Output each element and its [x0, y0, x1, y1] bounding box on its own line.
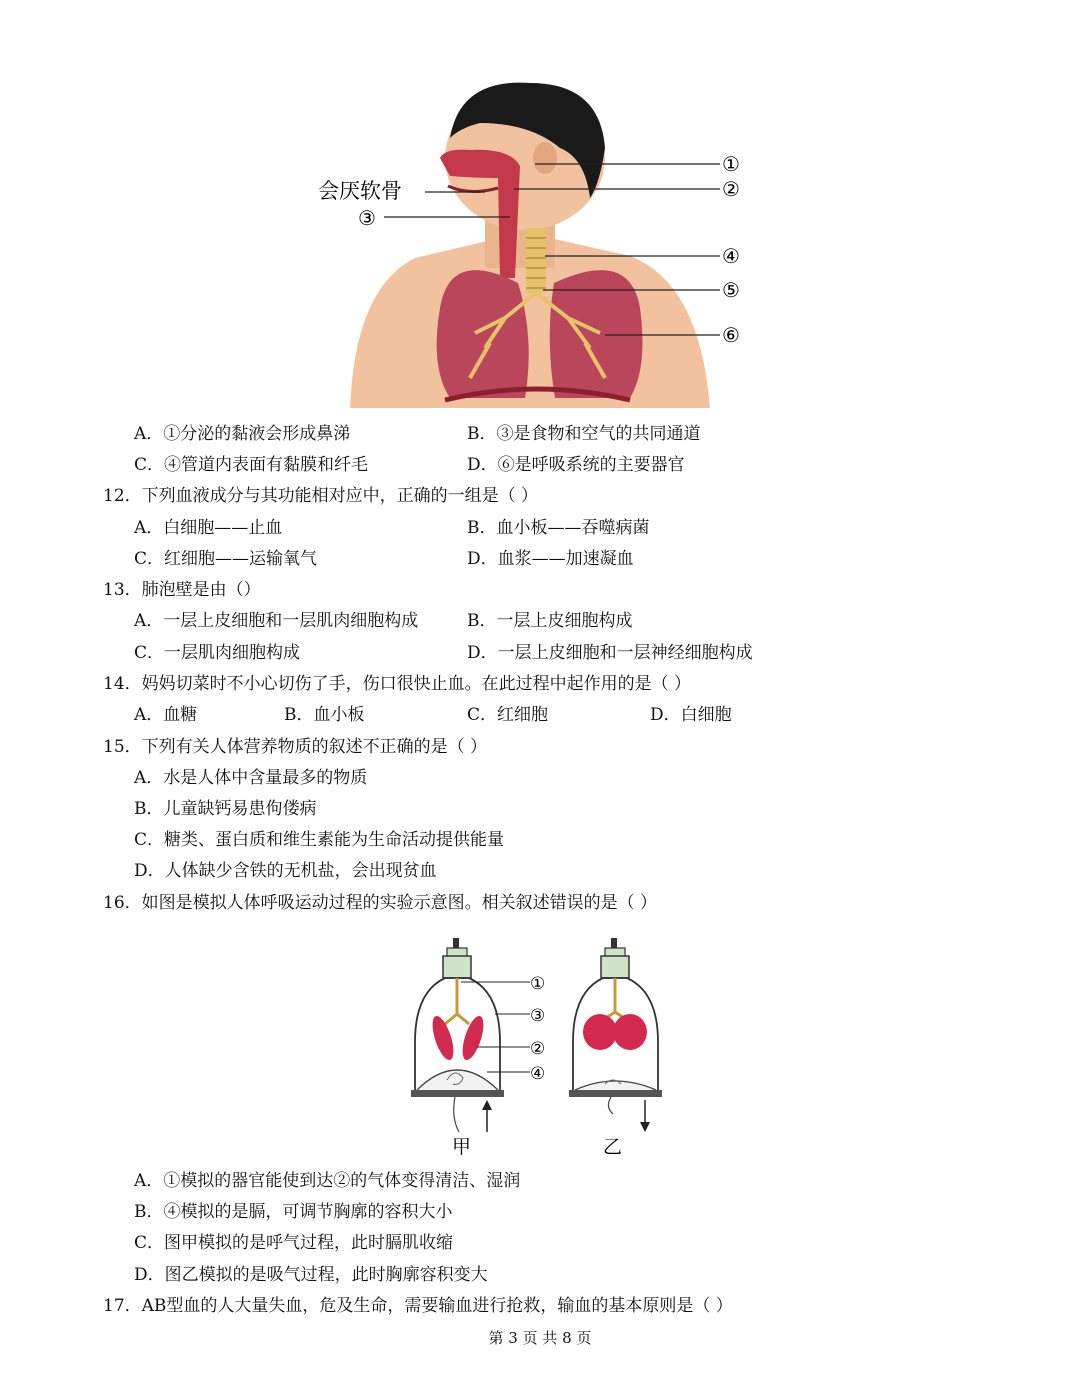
q14-option-a: A．血糖 [134, 705, 198, 725]
q12-option-c: C．红细胞——运输氧气 [134, 549, 318, 569]
q13-stem: 13．肺泡壁是由（） [103, 580, 261, 600]
q15-option-c: C．糖类、蛋白质和维生素能为生命活动提供能量 [134, 830, 505, 850]
q16-option-d: D．图乙模拟的是吸气过程，此时胸廓容积变大 [134, 1265, 488, 1285]
q15-stem: 15．下列有关人体营养物质的叙述不正确的是（ ） [103, 737, 488, 757]
bell-jar-jia [411, 938, 504, 1132]
q12-option-d: D．血浆——加速凝血 [467, 549, 634, 569]
q14-stem: 14．妈妈切菜时不小心切伤了手，伤口很快止血。在此过程中起作用的是（ ） [103, 674, 692, 694]
label-jia: 甲 [452, 1136, 472, 1158]
epiglottis-label: 会厌软骨 [318, 179, 402, 203]
marker-2: ② [722, 177, 740, 201]
q16-option-c: C．图甲模拟的是呼气过程，此时膈肌收缩 [134, 1233, 454, 1253]
q12-option-a: A．白细胞——止血 [134, 518, 283, 538]
marker-5: ⑤ [722, 278, 740, 302]
q16-stem: 16．如图是模拟人体呼吸运动过程的实验示意图。相关叙述错误的是（ ） [103, 893, 658, 913]
q15-option-d: D．人体缺少含铁的无机盐，会出现贫血 [134, 861, 437, 881]
q11-option-c: C．④管道内表面有黏膜和纤毛 [134, 455, 369, 475]
q16-option-b: B．④模拟的是膈，可调节胸廓的容积大小 [134, 1202, 453, 1222]
marker-1: ① [722, 152, 740, 176]
q14-option-c: C．红细胞 [467, 705, 549, 725]
q13-option-d: D．一层上皮细胞和一层神经细胞构成 [467, 643, 753, 663]
bell-jar-figure [405, 932, 680, 1164]
q15-option-a: A．水是人体中含量最多的物质 [134, 768, 368, 788]
q17-stem: 17．AB型血的人大量失血，危及生命，需要输血进行抢救，输血的基本原则是（ ） [103, 1296, 733, 1316]
q12-option-b: B．血小板——吞噬病菌 [467, 518, 650, 538]
label-yi: 乙 [603, 1136, 623, 1158]
q13-option-a: A．一层上皮细胞和一层肌肉细胞构成 [134, 611, 419, 631]
q11-option-a: A．①分泌的黏液会形成鼻涕 [134, 424, 351, 444]
q14-option-d: D．白细胞 [650, 705, 732, 725]
marker-6: ⑥ [722, 323, 740, 347]
marker-3: ③ [358, 206, 376, 230]
q16-option-a: A．①模拟的器官能使到达②的气体变得清洁、湿润 [134, 1171, 521, 1191]
marker-4: ④ [722, 244, 740, 268]
respiratory-system-figure [300, 78, 770, 413]
q11-option-d: D．⑥是呼吸系统的主要器官 [467, 455, 685, 475]
q13-option-b: B．一层上皮细胞构成 [467, 611, 633, 631]
bell-marker-3: ③ [530, 1006, 546, 1026]
bell-marker-4: ④ [530, 1064, 546, 1084]
q12-stem: 12．下列血液成分与其功能相对应中，正确的一组是（ ） [103, 486, 539, 506]
bell-jar-yi [569, 938, 662, 1132]
bell-marker-1: ① [530, 974, 546, 994]
q15-option-b: B．儿童缺钙易患佝偻病 [134, 799, 317, 819]
q14-option-b: B．血小板 [284, 705, 365, 725]
bell-marker-2: ② [530, 1039, 546, 1059]
q13-option-c: C．一层肌肉细胞构成 [134, 643, 301, 663]
q11-option-b: B．③是食物和空气的共同通道 [467, 424, 701, 444]
page-footer: 第 3 页 共 8 页 [488, 1329, 592, 1347]
